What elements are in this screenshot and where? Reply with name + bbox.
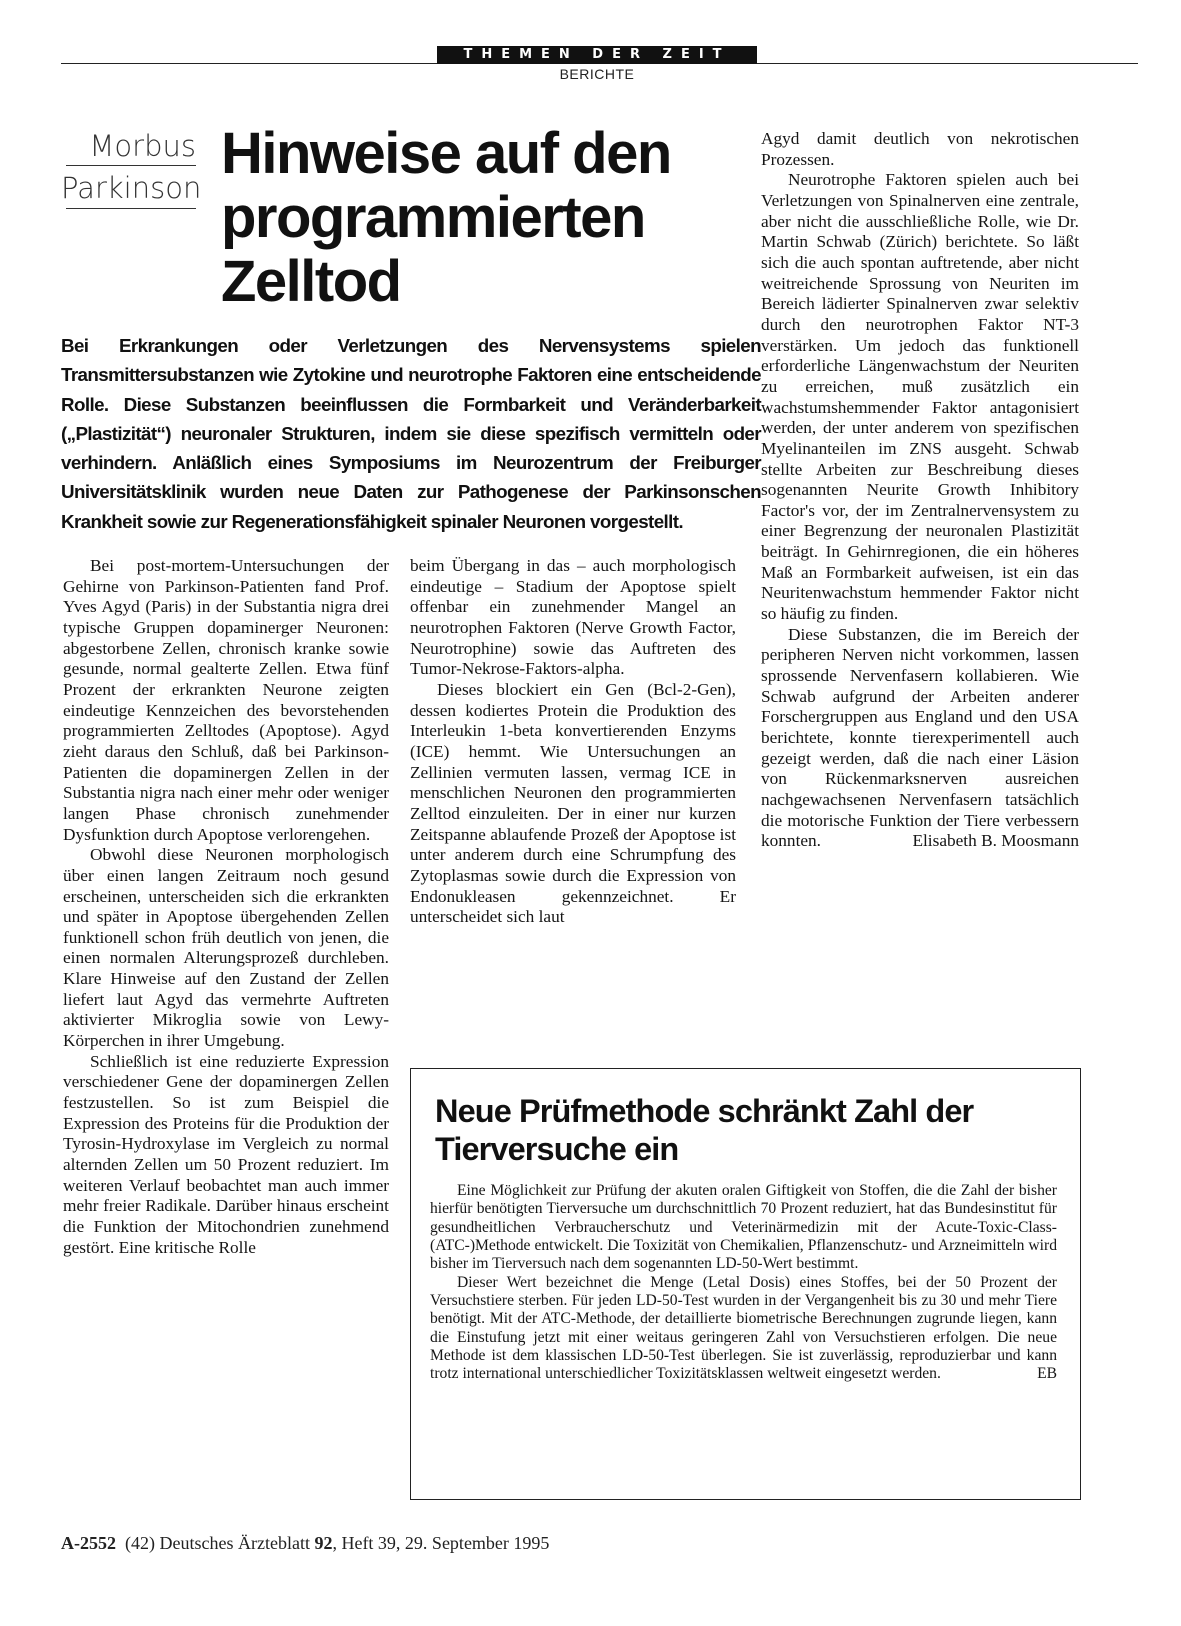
paragraph: Schließlich ist eine reduzierte Expression verschiedener Gene der dopaminergen Zellen festzustellen. So ist zum Beispiel die Expression des Proteins für die Produktion der Tyrosin-Hydroxylase im Vergleich zu normal alternden Zellen um 50 Prozent reduziert. Im weiteren Verlauf beobachtet man auch immer mehr freier Radikale. Darüber hinaus erscheint die Funktion der Mitochondrien zunehmend gestört. Eine kritische Rolle xyxy=(63,1051,389,1257)
paragraph: Neurotrophe Faktoren spielen auch bei Verletzungen von Spinalnerven eine zentrale, aber nicht die ausschließliche Rolle, wie Dr. Martin Schwab (Zürich) berichtete. So läßt sich die auch spontan auftretende, aber nicht weitreichende Sprossung von Neuriten im Bereich lädierter Spinalnerven zwar selektiv durch den neurotrophen Faktor NT-3 verstärken. Um jedoch das funktionell erforderliche Längenwachstum der Neuriten zu erreichen, muß zusätzlich ein wachstumshemmender Faktor antagonisiert werden, der unter anderem von spezifischen Myelinanteilen im ZNS ausgeht. Schwab stellte Arbeiten zur Beschreibung dieses sogenannten Neurite Growth Inhibitory Factor's vor, der im Zentralnervensystem zu einer Begrenzung der neuronalen Plastizität beiträgt. In Gehirnregionen, die ein höheres Maß an Formbarkeit aufweisen, ist ein das Neuritenwachstum hemmender Faktor nicht so häufig zu finden. xyxy=(761,170,1079,624)
box-signature: EB xyxy=(1037,1365,1057,1383)
topic-line-1: Morbus xyxy=(89,129,196,163)
page-footer xyxy=(61,1533,761,1554)
paragraph: Obwohl diese Neuronen morphologisch über einen langen Zeitraum noch gesund erscheinen, unterscheiden sich die erkrankten und später in Apoptose übergehenden Zellen funktionell schon früh deutlich von jenen, die einen normalen Alterungsprozeß durchleben. Klare Hinweise auf den Zustand der Zellen liefert laut Agyd das vermehrte Auftreten aktivierter Mikroglia sowie von Lewy-Körperchen in ihrer Umgebung. xyxy=(63,845,389,1051)
paragraph: Dieses blockiert ein Gen (Bcl-2-Gen), dessen kodiertes Protein die Produktion des Interleukin 1-beta konvertierenden Enzyms (ICE) hemmt. Wie Untersuchungen an Zellinien vermuten lassen, vermag ICE in menschlichen Neuronen den programmierten Zelltod einzuleiten. Der in einer nur kurzen Zeitspanne ablaufende Prozeß der Apoptose ist unter anderem durch eine Schrumpfung des Zytoplasmas sowie durch die Expression von Endonukleasen gekennzeichnet. Er unterscheidet sich laut xyxy=(410,679,736,927)
topic-rule xyxy=(66,165,196,166)
paragraph xyxy=(761,625,1079,852)
paragraph: Eine Möglichkeit zur Prüfung der akuten oralen Giftigkeit von Stoffen, die die Zahl der bisher hierfür benötigten Tierversuche um durchschnittlich 70 Prozent reduziert, hat das Bundesinstitut für gesundheitlichen Verbraucherschutz und Veterinärmedizin mit der Acute-Toxic-Class-(ATC-)Methode entwickelt. Die Toxizität von Chemikalien, Pflanzenschutz- und Arzneimitteln wird bisher im Tierversuch nach dem sogenannten LD-50-Wert bestimmt. xyxy=(430,1182,1057,1273)
article-lead: Bei Erkrankungen oder Verletzungen des Nervensystems spielen Transmittersubstanzen wie Zytokine und neurotrophe Faktoren eine entscheidende Rolle. Diese Substanzen beeinflussen die Formbarkeit und Veränderbarkeit („Plastizität“) neuronaler Strukturen, indem sie diese spezifisch vermitteln oder verhindern. Anläßlich eines Symposiums im Neurozentrum der Freiburger Universitätsklinik wurden neue Daten zur Pathogenese der Parkinsonschen Krankheit sowie zur Regenerationsfähigkeit spinaler Neuronen vorgestellt. xyxy=(61,335,761,532)
topic-rule xyxy=(66,208,196,209)
article-column-1 xyxy=(63,556,389,1258)
topic-line-2: Parkinson xyxy=(61,171,202,205)
paragraph-text: Dieser Wert bezeichnet die Menge (Letal Dosis) eines Stoffes, bei der 50 Prozent der Versuchstiere sterben. Für jeden LD-50-Test wurden in der Vergangenheit bis zu 30 und mehr Tiere benötigt. Mit der ATC-Methode, der detaillierte biometrische Berechnungen zugrunde liegen, kann die Einstufung jetzt mit einer weitaus geringeren Zahl von Versuchstieren erfolgen. Die neue Methode ist dem klassischen LD-50-Test überlegen. Sie ist zuverlässig, reproduzierbar und kann trotz international unterschiedlicher Toxizitätsklassen weltweit eingesetzt werden. xyxy=(430,1273,1057,1383)
article-column-2 xyxy=(410,556,736,928)
section-label: BERICHTE xyxy=(559,66,635,82)
paragraph-text: Diese Substanzen, die im Bereich der peripheren Nerven nicht vorkommen, lassen sprossende Nervenfasern kollabieren. Wie Schwab aufgrund der Arbeiten anderer Forschergruppen aus England und den USA berichtete, konnte tierexperimentell auch gezeigt werden, daß die nach einer Läsion von Rückenmarksnerven ausreichen nachgewachsenen Nervenfasern tatsächlich die motorische Funktion der Tiere verbessern konnten. xyxy=(761,624,1079,851)
page-reference: A-2552 xyxy=(61,1533,116,1553)
paragraph: beim Übergang in das – auch morphologisch eindeutige – Stadium der Apoptose spielt offenbar ein zunehmender Mangel an neurotrophen Faktoren (Nerve Growth Factor, Neurotrophine) sowie das Auftreten des Tumor-Nekrose-Faktors-alpha. xyxy=(410,556,736,679)
paragraph: Agyd damit deutlich von nekrotischen Prozessen. xyxy=(761,129,1079,169)
box-body xyxy=(430,1182,1057,1384)
issue-date: , Heft 39, 29. September 1995 xyxy=(332,1533,550,1553)
box-headline: Neue Prüfmethode schränkt Zahl der Tierversuche ein xyxy=(435,1093,974,1167)
paragraph xyxy=(430,1274,1057,1384)
author-byline: Elisabeth B. Moosmann xyxy=(912,831,1079,851)
rubric-kicker: THEMEN DER ZEIT xyxy=(437,46,757,64)
journal-name: Deutsches Ärzteblatt xyxy=(159,1533,310,1553)
article-headline: Hinweise auf den programmierten Zelltod xyxy=(221,121,671,314)
journal-volume: 92 xyxy=(314,1533,333,1553)
article-column-3 xyxy=(761,129,1079,852)
paragraph: Bei post-mortem-Untersuchungen der Gehirne von Parkinson-Patienten fand Prof. Yves Agyd (Paris) in der Substantia nigra drei typische Gruppen dopaminerger Neuronen: abgestorbene Zellen, chronisch kranke sowie gesunde, normal gealterte Zellen. Etwa fünf Prozent der erkrankten Neurone zeigten eindeutige Kennzeichen des bevorstehenden programmierten Zelltodes (Apoptose). Agyd zieht daraus den Schluß, daß bei Parkinson-Patienten die dopaminergen Zellen in der Substantia nigra nach einer mehr oder weniger langen Phase chronisch zunehmender Dysfunktion durch Apoptose verlorengehen. xyxy=(63,556,389,844)
page-number: (42) xyxy=(125,1533,155,1553)
